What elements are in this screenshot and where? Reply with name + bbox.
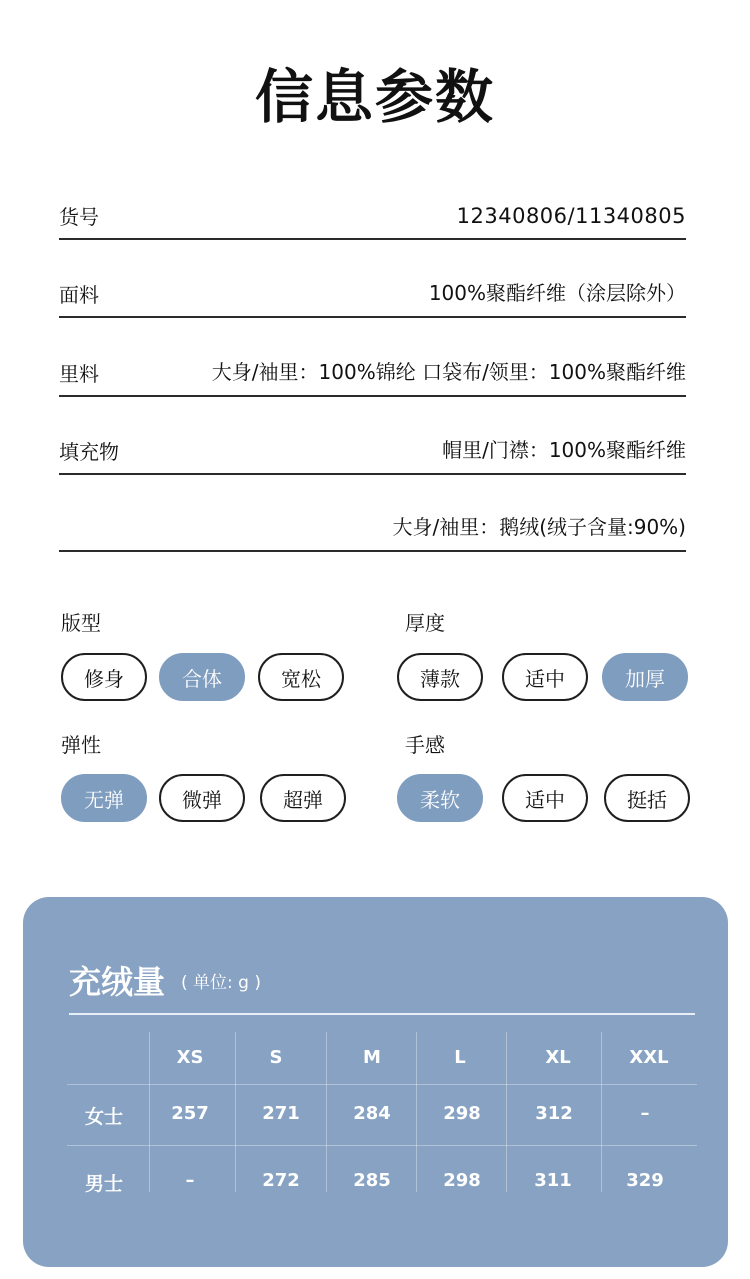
page-title: 信息参数 <box>254 63 495 131</box>
fit-option-slim[interactable]: 修身 <box>61 653 147 701</box>
hand-feel-option-stiff[interactable]: 挺括 <box>604 774 690 822</box>
table-cell: 311 <box>534 1170 572 1191</box>
elasticity-option-slight[interactable]: 微弹 <box>159 774 245 822</box>
table-cell: 312 <box>535 1103 573 1124</box>
thickness-option-medium[interactable]: 适中 <box>502 653 588 701</box>
fit-option-regular[interactable]: 合体 <box>159 653 245 701</box>
table-cell: 272 <box>262 1170 300 1191</box>
spec-row-lining <box>59 357 686 397</box>
table-cell: 271 <box>262 1103 300 1124</box>
spec-row-filling-body <box>59 512 686 552</box>
hand-feel-option-medium[interactable]: 适中 <box>502 774 588 822</box>
attr-label-elasticity: 弹性 <box>61 733 101 757</box>
table-cell: 285 <box>353 1170 391 1191</box>
down-fill-title: 充绒量 <box>69 963 166 1001</box>
spec-value: 100%聚酯纤维（涂层除外） <box>428 281 686 305</box>
thickness-option-thick[interactable]: 加厚 <box>602 653 688 701</box>
row-label-men: 男士 <box>84 1173 123 1195</box>
spec-value: 大身/袖里：100%锦纶 口袋布/领里：100%聚酯纤维 <box>211 360 686 384</box>
table-cell: – <box>640 1103 650 1124</box>
spec-row-item-no <box>59 200 686 240</box>
spec-label: 里料 <box>59 362 99 386</box>
table-cell: 298 <box>443 1170 481 1191</box>
attr-label-fit: 版型 <box>61 611 101 635</box>
elasticity-option-super[interactable]: 超弹 <box>260 774 346 822</box>
spec-label: 货号 <box>59 205 99 229</box>
table-cell: 257 <box>171 1103 209 1124</box>
size-header: XL <box>545 1047 571 1068</box>
size-header: XXL <box>629 1047 669 1068</box>
table-cell: 329 <box>626 1170 664 1191</box>
down-fill-unit: ( 单位: g ) <box>181 973 261 993</box>
spec-value: 大身/袖里：鹅绒(绒子含量:90%) <box>392 515 686 539</box>
thickness-option-thin[interactable]: 薄款 <box>397 653 483 701</box>
size-header: L <box>454 1047 466 1068</box>
fit-option-loose[interactable]: 宽松 <box>258 653 344 701</box>
spec-row-filling <box>59 435 686 475</box>
attr-label-hand-feel: 手感 <box>405 733 445 757</box>
table-cell: 298 <box>443 1103 481 1124</box>
card-divider <box>69 1013 695 1015</box>
attr-label-thickness: 厚度 <box>405 611 445 635</box>
elasticity-option-none[interactable]: 无弹 <box>61 774 147 822</box>
table-row-divider <box>67 1084 697 1085</box>
size-header: S <box>269 1047 283 1068</box>
table-cell: – <box>185 1170 195 1191</box>
table-cell: 284 <box>353 1103 391 1124</box>
hand-feel-option-soft[interactable]: 柔软 <box>397 774 483 822</box>
spec-label: 面料 <box>59 283 99 307</box>
down-fill-card <box>23 897 728 1267</box>
spec-row-fabric <box>59 278 686 318</box>
size-header: M <box>363 1047 381 1068</box>
row-label-women: 女士 <box>84 1106 123 1128</box>
size-header: XS <box>176 1047 204 1068</box>
spec-label: 填充物 <box>59 440 119 464</box>
spec-value: 12340806/11340805 <box>456 204 686 228</box>
spec-value: 帽里/门襟：100%聚酯纤维 <box>442 438 686 462</box>
table-row-divider <box>67 1145 697 1146</box>
